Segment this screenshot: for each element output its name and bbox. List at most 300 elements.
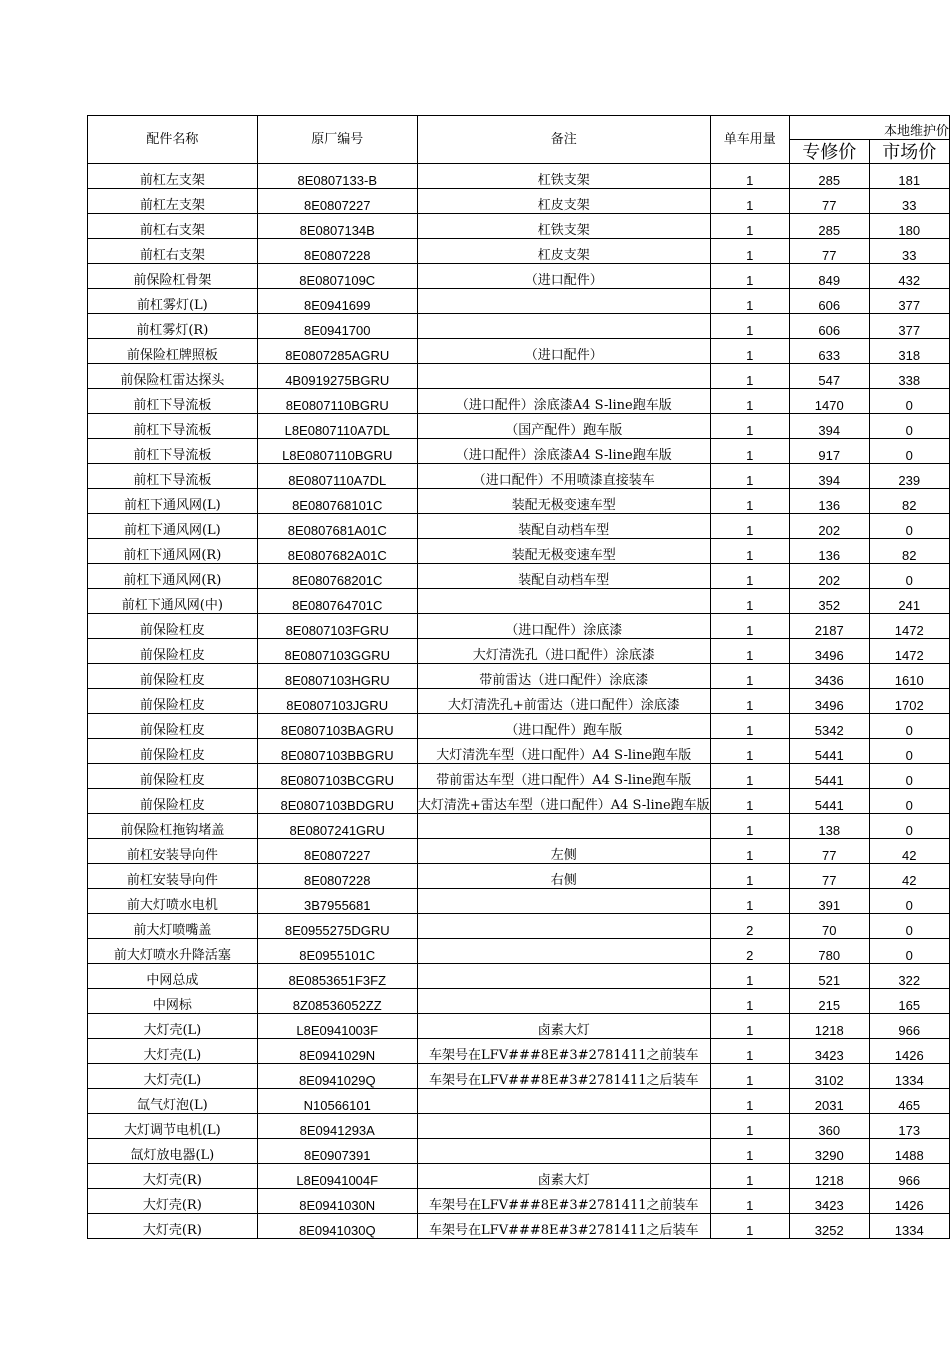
table-row (88, 1039, 950, 1064)
cell-market-price: 338 (869, 364, 949, 389)
cell-note: 车架号在LFV###8E#3#2781411之前装车 (417, 1039, 710, 1064)
table-row (88, 264, 950, 289)
cell-part-no: L8E0941004F (257, 1164, 417, 1189)
table-row (88, 464, 950, 489)
table-row (88, 514, 950, 539)
cell-shop-price: 849 (789, 264, 869, 289)
table-row (88, 664, 950, 689)
cell-part-name: 中网总成 (88, 964, 258, 989)
cell-part-name: 前杠下通风网(L) (88, 489, 258, 514)
cell-part-no: 8E0941030N (257, 1189, 417, 1214)
cell-part-name: 大灯壳(L) (88, 1064, 258, 1089)
cell-note: 车架号在LFV###8E#3#2781411之前装车 (417, 1189, 710, 1214)
cell-market-price: 82 (869, 489, 949, 514)
cell-part-name: 前保险杠骨架 (88, 264, 258, 289)
cell-part-no: 8E0807103BDGRU (257, 789, 417, 814)
cell-market-price: 1702 (869, 689, 949, 714)
cell-market-price: 0 (869, 739, 949, 764)
cell-note (417, 589, 710, 614)
table-row (88, 1114, 950, 1139)
cell-shop-price: 3496 (789, 639, 869, 664)
cell-market-price: 966 (869, 1014, 949, 1039)
cell-market-price: 966 (869, 1164, 949, 1189)
cell-shop-price: 3436 (789, 664, 869, 689)
cell-shop-price: 138 (789, 814, 869, 839)
cell-part-name: 前杠安装导向件 (88, 839, 258, 864)
cell-quantity: 1 (710, 889, 789, 914)
cell-quantity: 1 (710, 239, 789, 264)
cell-quantity: 1 (710, 389, 789, 414)
cell-part-name: 大灯壳(R) (88, 1189, 258, 1214)
cell-quantity: 1 (710, 364, 789, 389)
cell-note (417, 1139, 710, 1164)
cell-note: 大灯清洗车型（进口配件）A4 S-line跑车版 (417, 739, 710, 764)
cell-note (417, 989, 710, 1014)
cell-shop-price: 3423 (789, 1039, 869, 1064)
cell-market-price: 465 (869, 1089, 949, 1114)
cell-part-name: 前杠下导流板 (88, 464, 258, 489)
cell-quantity: 1 (710, 464, 789, 489)
cell-shop-price: 285 (789, 164, 869, 189)
cell-market-price: 1334 (869, 1064, 949, 1089)
cell-part-name: 大灯调节电机(L) (88, 1114, 258, 1139)
cell-part-no: 8E0807103BCGRU (257, 764, 417, 789)
cell-market-price: 1488 (869, 1139, 949, 1164)
cell-part-no: 8E0955275DGRU (257, 914, 417, 939)
cell-part-name: 氙气灯泡(L) (88, 1089, 258, 1114)
cell-quantity: 1 (710, 1164, 789, 1189)
cell-note: 杠皮支架 (417, 239, 710, 264)
cell-quantity: 1 (710, 514, 789, 539)
table-row (88, 1139, 950, 1164)
cell-quantity: 1 (710, 714, 789, 739)
table-row (88, 964, 950, 989)
cell-shop-price: 3290 (789, 1139, 869, 1164)
cell-quantity: 2 (710, 939, 789, 964)
cell-quantity: 1 (710, 564, 789, 589)
table-row (88, 914, 950, 939)
cell-quantity: 1 (710, 789, 789, 814)
cell-part-no: 8E0807103HGRU (257, 664, 417, 689)
cell-quantity: 1 (710, 1014, 789, 1039)
cell-note: 装配自动档车型 (417, 564, 710, 589)
cell-note: 卤素大灯 (417, 1164, 710, 1189)
cell-market-price: 318 (869, 339, 949, 364)
cell-shop-price: 70 (789, 914, 869, 939)
cell-shop-price: 3423 (789, 1189, 869, 1214)
cell-note: （进口配件） (417, 339, 710, 364)
cell-shop-price: 215 (789, 989, 869, 1014)
cell-quantity: 1 (710, 1214, 789, 1239)
header-note: 备注 (417, 116, 710, 164)
cell-market-price: 0 (869, 789, 949, 814)
cell-quantity: 1 (710, 289, 789, 314)
cell-part-name: 前保险杠牌照板 (88, 339, 258, 364)
cell-quantity: 1 (710, 989, 789, 1014)
cell-part-no: 8E0807133-B (257, 164, 417, 189)
cell-part-name: 前杠雾灯(R) (88, 314, 258, 339)
cell-quantity: 2 (710, 914, 789, 939)
cell-part-no: 8E0807228 (257, 239, 417, 264)
cell-market-price: 82 (869, 539, 949, 564)
table-row (88, 364, 950, 389)
cell-quantity: 1 (710, 1139, 789, 1164)
cell-note: 杠铁支架 (417, 214, 710, 239)
cell-market-price: 322 (869, 964, 949, 989)
cell-quantity: 1 (710, 439, 789, 464)
cell-market-price: 173 (869, 1114, 949, 1139)
table-row (88, 389, 950, 414)
cell-part-name: 前保险杠皮 (88, 739, 258, 764)
cell-part-name: 氙灯放电器(L) (88, 1139, 258, 1164)
cell-note (417, 1089, 710, 1114)
cell-market-price: 0 (869, 564, 949, 589)
cell-market-price: 377 (869, 314, 949, 339)
cell-market-price: 1610 (869, 664, 949, 689)
cell-note (417, 939, 710, 964)
table-row (88, 814, 950, 839)
cell-market-price: 1426 (869, 1039, 949, 1064)
cell-market-price: 0 (869, 414, 949, 439)
cell-shop-price: 391 (789, 889, 869, 914)
cell-part-name: 前杠下通风网(中) (88, 589, 258, 614)
table-row (88, 339, 950, 364)
cell-part-name: 前杠下导流板 (88, 414, 258, 439)
cell-shop-price: 606 (789, 289, 869, 314)
cell-note: （进口配件）不用喷漆直接装车 (417, 464, 710, 489)
cell-market-price: 33 (869, 189, 949, 214)
cell-part-no: N10566101 (257, 1089, 417, 1114)
cell-part-name: 前杠右支架 (88, 214, 258, 239)
cell-market-price: 1426 (869, 1189, 949, 1214)
cell-note: 车架号在LFV###8E#3#2781411之后装车 (417, 1214, 710, 1239)
cell-part-no: 4B0919275BGRU (257, 364, 417, 389)
table-row (88, 1214, 950, 1239)
cell-note: 带前雷达车型（进口配件）A4 S-line跑车版 (417, 764, 710, 789)
cell-part-no: 8E0807103GGRU (257, 639, 417, 664)
cell-shop-price: 136 (789, 539, 869, 564)
cell-market-price: 0 (869, 814, 949, 839)
cell-note: 右侧 (417, 864, 710, 889)
cell-part-name: 前杠安装导向件 (88, 864, 258, 889)
cell-shop-price: 5441 (789, 764, 869, 789)
cell-part-no: 8E0807285AGRU (257, 339, 417, 364)
cell-part-no: 8E0941030Q (257, 1214, 417, 1239)
cell-part-name: 前杠左支架 (88, 164, 258, 189)
cell-part-no: 8E0955101C (257, 939, 417, 964)
cell-market-price: 42 (869, 864, 949, 889)
cell-note: 装配无极变速车型 (417, 489, 710, 514)
table-row (88, 1014, 950, 1039)
cell-part-no: 8E0807228 (257, 864, 417, 889)
cell-market-price: 0 (869, 514, 949, 539)
cell-note: 杠皮支架 (417, 189, 710, 214)
cell-quantity: 1 (710, 689, 789, 714)
cell-part-name: 前杠左支架 (88, 189, 258, 214)
table-row (88, 214, 950, 239)
cell-market-price: 0 (869, 764, 949, 789)
cell-shop-price: 360 (789, 1114, 869, 1139)
cell-note: 装配无极变速车型 (417, 539, 710, 564)
cell-quantity: 1 (710, 314, 789, 339)
cell-part-name: 前保险杠皮 (88, 614, 258, 639)
cell-quantity: 1 (710, 1089, 789, 1114)
cell-part-name: 前保险杠皮 (88, 664, 258, 689)
cell-quantity: 1 (710, 489, 789, 514)
cell-part-no: 8E0807682A01C (257, 539, 417, 564)
cell-shop-price: 5342 (789, 714, 869, 739)
cell-market-price: 0 (869, 714, 949, 739)
cell-part-no: 8E0941700 (257, 314, 417, 339)
cell-quantity: 1 (710, 164, 789, 189)
table-row (88, 889, 950, 914)
header-row-top (88, 116, 950, 140)
cell-quantity: 1 (710, 1189, 789, 1214)
cell-shop-price: 917 (789, 439, 869, 464)
cell-shop-price: 2031 (789, 1089, 869, 1114)
table-row (88, 239, 950, 264)
cell-part-no: 8E0941029N (257, 1039, 417, 1064)
cell-part-no: 8E0941293A (257, 1114, 417, 1139)
table-row (88, 1064, 950, 1089)
table-row (88, 589, 950, 614)
cell-shop-price: 77 (789, 189, 869, 214)
cell-part-no: 8E0807109C (257, 264, 417, 289)
parts-price-sheet (87, 115, 950, 1239)
cell-shop-price: 77 (789, 839, 869, 864)
cell-part-no: 8E080768101C (257, 489, 417, 514)
header-quantity-per-vehicle: 单车用量 (710, 116, 789, 164)
cell-shop-price: 202 (789, 514, 869, 539)
cell-quantity: 1 (710, 414, 789, 439)
cell-shop-price: 633 (789, 339, 869, 364)
table-row (88, 839, 950, 864)
cell-part-no: 8E0941699 (257, 289, 417, 314)
cell-shop-price: 202 (789, 564, 869, 589)
cell-part-name: 大灯壳(L) (88, 1039, 258, 1064)
cell-market-price: 1472 (869, 614, 949, 639)
cell-shop-price: 3102 (789, 1064, 869, 1089)
cell-shop-price: 77 (789, 239, 869, 264)
header-original-part-no: 原厂编号 (257, 116, 417, 164)
cell-part-name: 前保险杠皮 (88, 714, 258, 739)
cell-part-no: 8E0807110A7DL (257, 464, 417, 489)
cell-shop-price: 1218 (789, 1014, 869, 1039)
header-market-price: 市场价 (869, 140, 949, 164)
cell-market-price: 42 (869, 839, 949, 864)
cell-note (417, 289, 710, 314)
cell-market-price: 1472 (869, 639, 949, 664)
cell-part-no: L8E0807110A7DL (257, 414, 417, 439)
cell-note: （进口配件）涂底漆A4 S-line跑车版 (417, 389, 710, 414)
cell-market-price: 0 (869, 939, 949, 964)
cell-quantity: 1 (710, 589, 789, 614)
cell-note: 带前雷达（进口配件）涂底漆 (417, 664, 710, 689)
cell-shop-price: 780 (789, 939, 869, 964)
cell-market-price: 180 (869, 214, 949, 239)
cell-quantity: 1 (710, 214, 789, 239)
cell-note: （国产配件）跑车版 (417, 414, 710, 439)
cell-quantity: 1 (710, 539, 789, 564)
cell-market-price: 239 (869, 464, 949, 489)
table-row (88, 789, 950, 814)
cell-part-no: 8E0807103BAGRU (257, 714, 417, 739)
table-row (88, 689, 950, 714)
cell-market-price: 0 (869, 889, 949, 914)
table-row (88, 1189, 950, 1214)
cell-note: 装配自动档车型 (417, 514, 710, 539)
cell-quantity: 1 (710, 814, 789, 839)
cell-part-name: 前杠下通风网(R) (88, 564, 258, 589)
cell-part-no: 8E0941029Q (257, 1064, 417, 1089)
cell-quantity: 1 (710, 614, 789, 639)
cell-note: 杠铁支架 (417, 164, 710, 189)
cell-shop-price: 5441 (789, 789, 869, 814)
cell-quantity: 1 (710, 1064, 789, 1089)
cell-note: 车架号在LFV###8E#3#2781411之后装车 (417, 1064, 710, 1089)
cell-note (417, 1114, 710, 1139)
table-row (88, 164, 950, 189)
cell-market-price: 0 (869, 439, 949, 464)
cell-part-no: 8E0807227 (257, 189, 417, 214)
table-row (88, 639, 950, 664)
cell-market-price: 165 (869, 989, 949, 1014)
cell-part-name: 前保险杠皮 (88, 764, 258, 789)
cell-shop-price: 1470 (789, 389, 869, 414)
cell-quantity: 1 (710, 639, 789, 664)
cell-note: （进口配件）涂底漆 (417, 614, 710, 639)
cell-part-name: 大灯壳(R) (88, 1214, 258, 1239)
cell-part-name: 前保险杠皮 (88, 639, 258, 664)
cell-note (417, 314, 710, 339)
cell-part-no: 3B7955681 (257, 889, 417, 914)
table-body (88, 164, 950, 1239)
cell-part-name: 前保险杠拖钩堵盖 (88, 814, 258, 839)
header-shop-price: 专修价 (789, 140, 869, 164)
cell-part-name: 前大灯喷水电机 (88, 889, 258, 914)
cell-note (417, 364, 710, 389)
parts-table (87, 115, 950, 1239)
cell-shop-price: 285 (789, 214, 869, 239)
table-row (88, 314, 950, 339)
cell-part-no: L8E0807110BGRU (257, 439, 417, 464)
cell-part-no: 8E0807110BGRU (257, 389, 417, 414)
cell-quantity: 1 (710, 1114, 789, 1139)
cell-shop-price: 547 (789, 364, 869, 389)
cell-market-price: 0 (869, 914, 949, 939)
cell-shop-price: 352 (789, 589, 869, 614)
cell-part-no: 8Z08536052ZZ (257, 989, 417, 1014)
table-row (88, 614, 950, 639)
cell-shop-price: 606 (789, 314, 869, 339)
cell-part-name: 前大灯喷水升降活塞 (88, 939, 258, 964)
cell-shop-price: 3496 (789, 689, 869, 714)
cell-part-name: 前杠雾灯(L) (88, 289, 258, 314)
table-row (88, 289, 950, 314)
table-row (88, 189, 950, 214)
cell-shop-price: 3252 (789, 1214, 869, 1239)
cell-part-name: 大灯壳(R) (88, 1164, 258, 1189)
cell-quantity: 1 (710, 1039, 789, 1064)
cell-note: （进口配件）跑车版 (417, 714, 710, 739)
cell-part-name: 前保险杠皮 (88, 689, 258, 714)
cell-note: 大灯清洗+雷达车型（进口配件）A4 S-line跑车版 (417, 789, 710, 814)
cell-part-no: 8E080768201C (257, 564, 417, 589)
header-part-name: 配件名称 (88, 116, 258, 164)
cell-part-name: 前杠下导流板 (88, 439, 258, 464)
cell-part-name: 前杠下通风网(R) (88, 539, 258, 564)
cell-quantity: 1 (710, 664, 789, 689)
cell-note (417, 964, 710, 989)
cell-note: 大灯清洗孔（进口配件）涂底漆 (417, 639, 710, 664)
cell-market-price: 1334 (869, 1214, 949, 1239)
cell-shop-price: 5441 (789, 739, 869, 764)
table-row (88, 564, 950, 589)
cell-quantity: 1 (710, 339, 789, 364)
cell-note: 左侧 (417, 839, 710, 864)
cell-note: （进口配件） (417, 264, 710, 289)
cell-part-no: 8E0853651F3FZ (257, 964, 417, 989)
table-row (88, 489, 950, 514)
cell-market-price: 33 (869, 239, 949, 264)
cell-part-no: 8E080764701C (257, 589, 417, 614)
cell-shop-price: 521 (789, 964, 869, 989)
table-row (88, 439, 950, 464)
cell-part-name: 前大灯喷嘴盖 (88, 914, 258, 939)
table-row (88, 989, 950, 1014)
cell-part-no: 8E0807103BBGRU (257, 739, 417, 764)
cell-note (417, 814, 710, 839)
cell-market-price: 0 (869, 389, 949, 414)
cell-market-price: 241 (869, 589, 949, 614)
cell-quantity: 1 (710, 739, 789, 764)
cell-part-name: 前杠右支架 (88, 239, 258, 264)
cell-part-name: 前杠下通风网(L) (88, 514, 258, 539)
cell-market-price: 181 (869, 164, 949, 189)
cell-part-no: 8E0907391 (257, 1139, 417, 1164)
cell-part-name: 前保险杠雷达探头 (88, 364, 258, 389)
table-row (88, 1089, 950, 1114)
cell-market-price: 377 (869, 289, 949, 314)
cell-shop-price: 394 (789, 464, 869, 489)
cell-part-no: 8E0807134B (257, 214, 417, 239)
table-row (88, 714, 950, 739)
cell-part-name: 前保险杠皮 (88, 789, 258, 814)
cell-part-no: 8E0807241GRU (257, 814, 417, 839)
cell-shop-price: 394 (789, 414, 869, 439)
cell-quantity: 1 (710, 864, 789, 889)
cell-part-no: 8E0807681A01C (257, 514, 417, 539)
table-row (88, 739, 950, 764)
cell-quantity: 1 (710, 839, 789, 864)
cell-note: 卤素大灯 (417, 1014, 710, 1039)
table-row (88, 414, 950, 439)
cell-part-no: 8E0807103JGRU (257, 689, 417, 714)
cell-part-no: 8E0807227 (257, 839, 417, 864)
cell-note: 大灯清洗孔+前雷达（进口配件）涂底漆 (417, 689, 710, 714)
table-row (88, 539, 950, 564)
table-row (88, 1164, 950, 1189)
table-row (88, 864, 950, 889)
cell-shop-price: 77 (789, 864, 869, 889)
cell-note (417, 914, 710, 939)
cell-shop-price: 2187 (789, 614, 869, 639)
table-row (88, 764, 950, 789)
cell-note: （进口配件）涂底漆A4 S-line跑车版 (417, 439, 710, 464)
table-row (88, 939, 950, 964)
cell-part-no: 8E0807103FGRU (257, 614, 417, 639)
cell-part-no: L8E0941003F (257, 1014, 417, 1039)
